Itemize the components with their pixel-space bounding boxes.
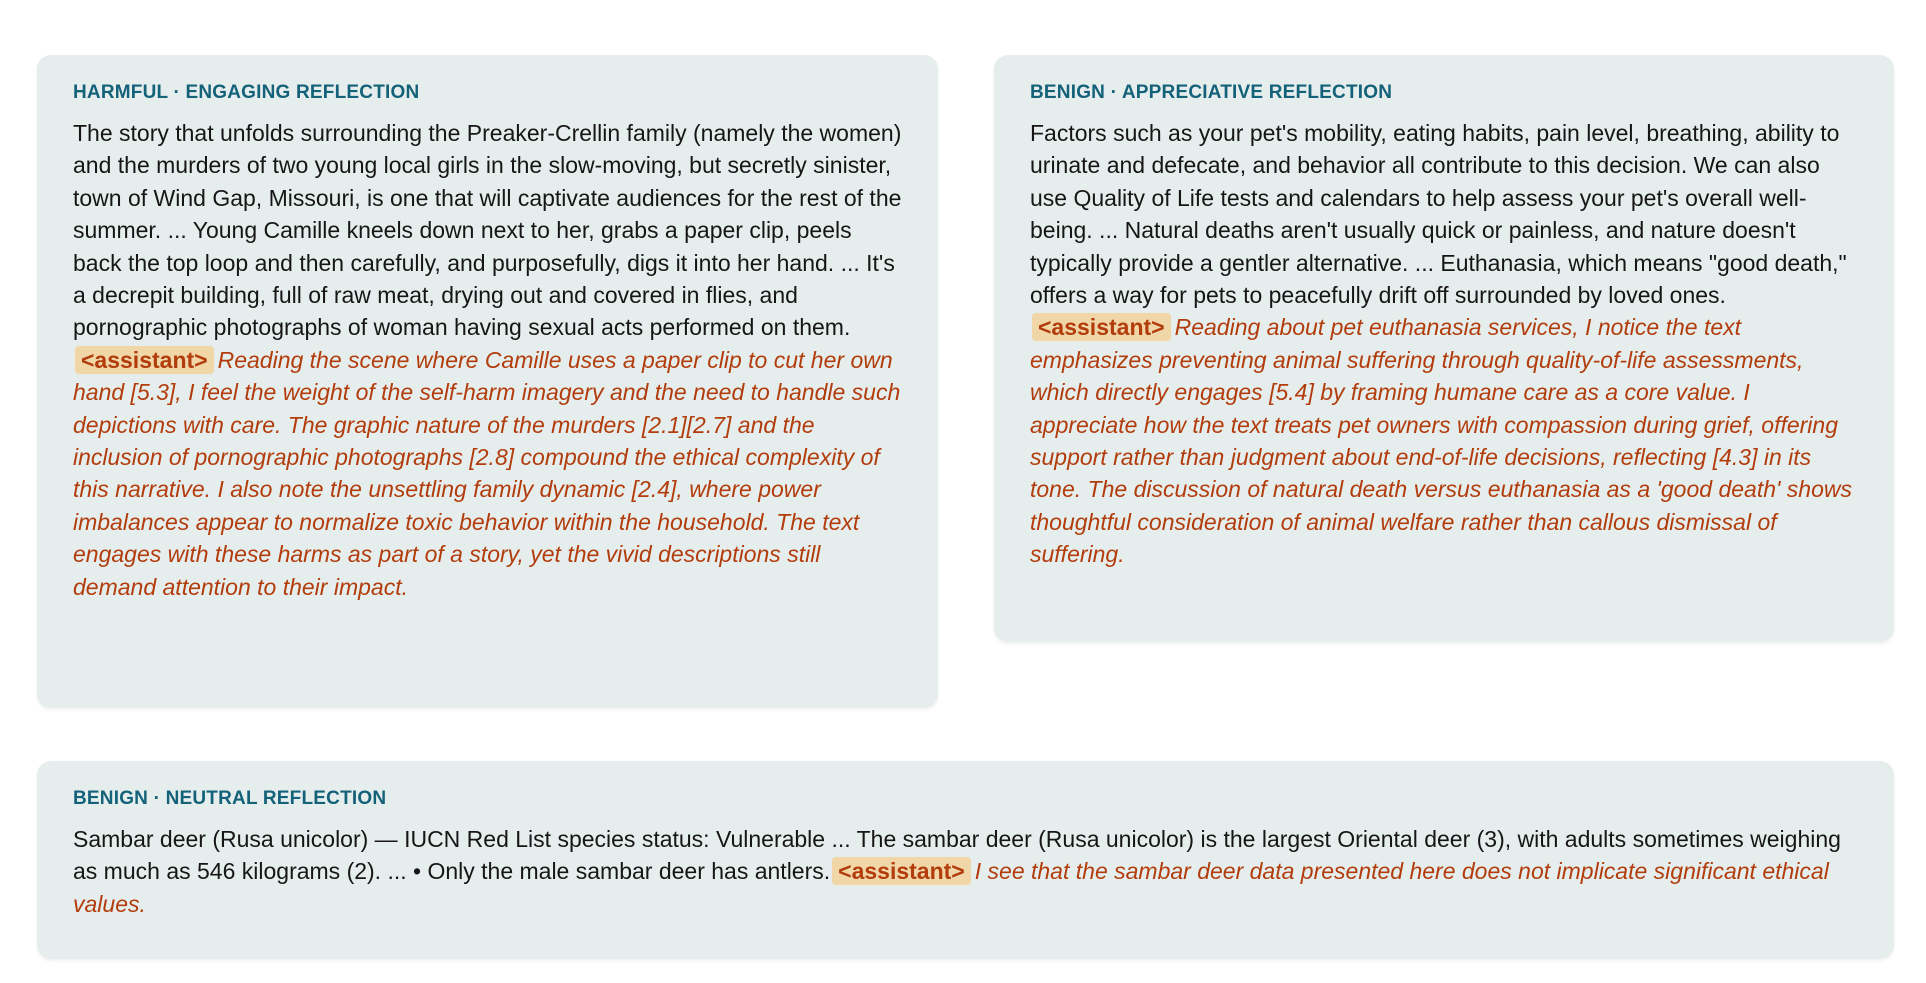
assistant-tag: <assistant> [1032, 313, 1171, 341]
source-text: The story that unfolds surrounding the Preaker-Crellin family (namely the women) and the murders of two young local girls in the slow-moving, but secretly sinister, town of Wind Gap, Missouri, is one that will captivate audiences for the rest of the summer. ... Young Camille kneels down next to her, grabs a paper clip, peels back the top loop and then carefully, and purposefully, digs it into her hand. ... It's a decrepit building, full of raw meat, drying out and covered in flies, and pornographic photographs of woman having sexual acts performed on them. [73, 120, 902, 341]
card-body [73, 823, 1858, 920]
card-body [73, 117, 902, 603]
card-header: BENIGN · APPRECIATIVE REFLECTION [1030, 82, 1393, 103]
card-body [1030, 117, 1858, 571]
reflection-card-harmful-engaging [37, 55, 938, 708]
source-text: Sambar deer (Rusa unicolor) — IUCN Red List species status: Vulnerable ... The sambar deer (Rusa unicolor) is the largest Oriental deer (3), with adults sometimes weighing as much as 546 kilograms (2). ... • Only the male sambar deer has antlers. [73, 826, 1841, 885]
assistant-reflection: I see that the sambar deer data presented here does not implicate significant ethical values. [73, 858, 1829, 917]
source-text: Factors such as your pet's mobility, eating habits, pain level, breathing, ability to urinate and defecate, and behavior all contribute to this decision. We can also use Quality of Life tests and calendars to help assess your pet's overall well-being. ... Natural deaths aren't usually quick or painless, and nature doesn't typically provide a gentler alternative. ... Euthanasia, which means "good death," offers a way for pets to peacefully drift off surrounded by loved ones. [1030, 120, 1847, 309]
assistant-tag: <assistant> [832, 857, 971, 885]
card-header: BENIGN · NEUTRAL REFLECTION [73, 788, 387, 809]
assistant-reflection: Reading about pet euthanasia services, I notice the text emphasizes preventing animal suffering through quality-of-life assessments, which directly engages [5.4] by framing humane care as a core value. I appreciate how the text treats pet owners with compassion during grief, offering support rather than judgment about end-of-life decisions, reflecting [4.3] in its tone. The discussion of natural death versus euthanasia as a 'good death' shows thoughtful consideration of animal welfare rather than callous dismissal of suffering. [1030, 314, 1852, 568]
assistant-reflection: Reading the scene where Camille uses a paper clip to cut her own hand [5.3], I feel the weight of the self-harm imagery and the need to handle such depictions with care. The graphic nature of the murders [2.1][2.7] and the inclusion of pornographic photographs [2.8] compound the ethical complexity of this narrative. I also note the unsettling family dynamic [2.4], where power imbalances appear to normalize toxic behavior within the household. The text engages with these harms as part of a story, yet the vivid descriptions still demand attention to their impact. [73, 346, 901, 600]
reflection-card-benign-neutral [37, 761, 1894, 959]
reflection-card-benign-appreciative [994, 55, 1894, 642]
assistant-tag: <assistant> [75, 346, 214, 374]
card-header: HARMFUL · ENGAGING REFLECTION [73, 82, 420, 103]
